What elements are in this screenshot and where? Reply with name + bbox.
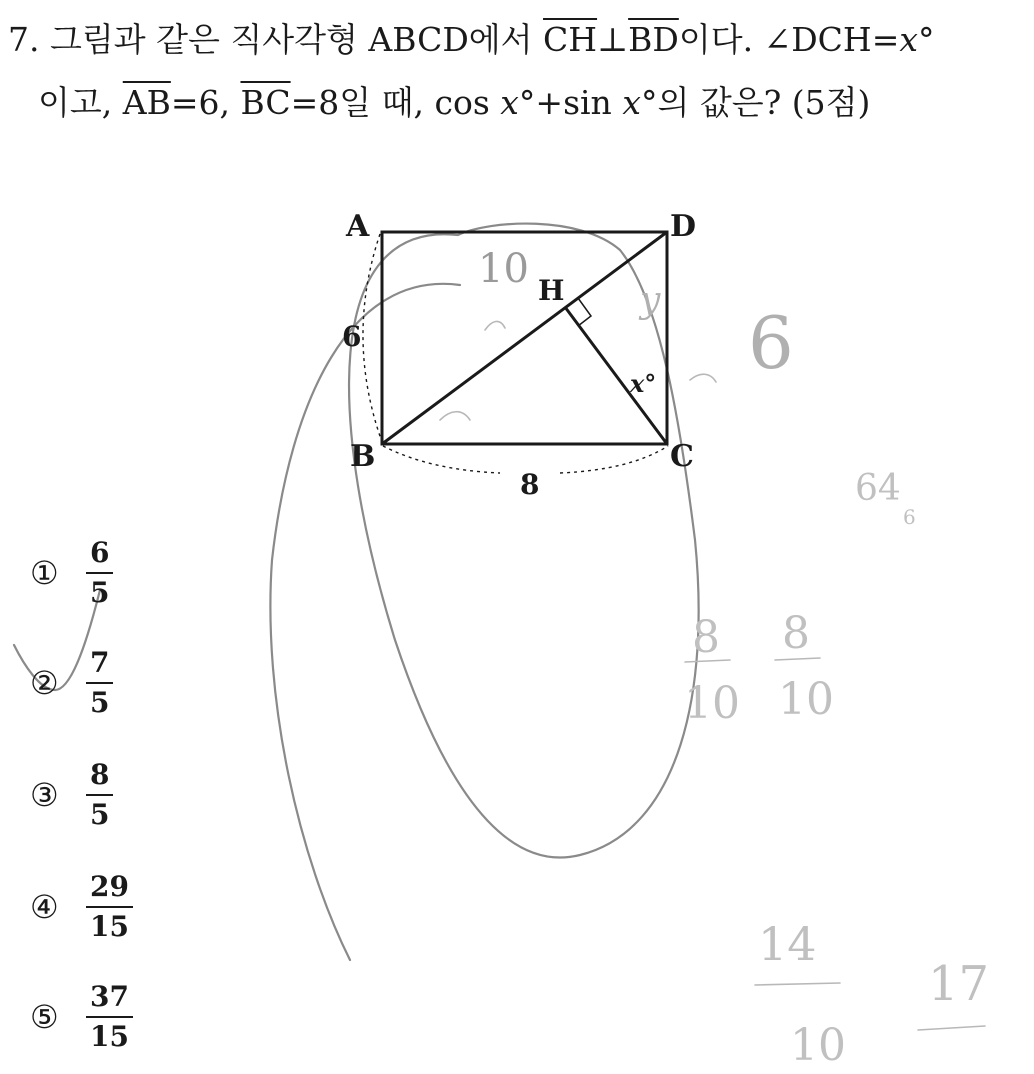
faint-squiggle: [485, 321, 505, 330]
choice-marker: ①: [30, 554, 59, 592]
choice-fraction: [86, 980, 133, 1054]
cos-text: cos: [434, 83, 490, 122]
label-d: D: [670, 209, 697, 244]
label-h: H: [538, 274, 565, 307]
segment-bc: $\overline{BC}$: [240, 83, 291, 122]
choice-fraction: [86, 870, 133, 944]
side-bc-length: 8: [520, 468, 540, 501]
right-angle-marker: [578, 298, 591, 326]
handwritten-frac1-den: 10: [684, 678, 740, 729]
choice-4[interactable]: [30, 862, 133, 952]
fraction-denominator: 15: [90, 1020, 129, 1053]
question-number: 7.: [8, 20, 40, 59]
handwritten-frac4-num: 17: [928, 956, 990, 1012]
degree-symbol: °: [918, 20, 935, 59]
label-b: B: [350, 439, 376, 474]
segment-ab: $\overline{AB}$: [122, 83, 171, 122]
side-ab-length: 6: [342, 320, 362, 353]
degree-symbol: °: [518, 83, 536, 122]
choice-fraction: [86, 758, 113, 832]
handwritten-6: 6: [748, 301, 794, 385]
faint-squiggle: [690, 374, 716, 382]
fraction-denominator: 5: [90, 798, 110, 831]
handwritten-frac3-den: 10: [790, 1020, 846, 1071]
faint-squiggle: [440, 412, 470, 420]
fraction-numerator: 8: [86, 758, 113, 796]
degree-symbol: °: [640, 83, 658, 122]
label-c: C: [670, 439, 694, 474]
choice-fraction: [86, 646, 113, 720]
choice-marker: ④: [30, 888, 59, 926]
bc-value: =8일 때,: [290, 83, 424, 122]
fraction-numerator: 29: [86, 870, 133, 908]
fraction-denominator: 5: [90, 576, 110, 609]
segment-bd: $\overline{BD}$: [628, 20, 679, 59]
handwritten-6-small: 6: [903, 505, 916, 529]
arc-bc: [383, 446, 500, 473]
segment-ch: $\overline{CH}$: [543, 20, 598, 59]
angle-x-label: x°: [630, 369, 657, 398]
handwritten-10: 10: [478, 246, 529, 292]
angle-expression: ∠DCH=: [763, 20, 900, 59]
handwritten-64: 64: [855, 468, 901, 509]
choice-2[interactable]: [30, 638, 113, 728]
choice-marker: ⑤: [30, 998, 59, 1036]
pencil-arc: [270, 284, 460, 960]
handwritten-y: y: [640, 280, 661, 321]
plus-sin-text: +sin: [535, 83, 612, 122]
handwritten-frac1-num: 8: [692, 612, 720, 663]
fraction-numerator: 7: [86, 646, 113, 684]
faint-fraction-bar: [918, 1026, 985, 1030]
handwritten-frac2-den: 10: [778, 674, 834, 725]
choice-marker: ②: [30, 664, 59, 702]
handwritten-frac2-num: 8: [782, 608, 810, 659]
handwritten-frac3-num: 14: [758, 917, 817, 971]
question-text-part: 이다.: [678, 20, 754, 59]
question-text-part: 이고,: [38, 83, 113, 122]
ab-value: =6,: [170, 83, 230, 122]
question-text-part: 의 값은? (5점): [657, 83, 871, 122]
variable-x: x: [622, 83, 641, 122]
fraction-numerator: 37: [86, 980, 133, 1018]
variable-x: x: [500, 83, 519, 122]
handwritten-notes: [478, 246, 989, 1071]
faint-annotations: [440, 321, 985, 1030]
fraction-denominator: 15: [90, 910, 129, 943]
arc-bc-right: [560, 446, 668, 473]
choice-marker: ③: [30, 776, 59, 814]
choice-fraction: [86, 536, 113, 610]
variable-x: x: [899, 20, 918, 59]
question-text-part: 그림과 같은 직사각형 ABCD에서: [50, 20, 533, 59]
fraction-numerator: 6: [86, 536, 113, 574]
fraction-denominator: 5: [90, 686, 110, 719]
label-a: A: [346, 209, 370, 244]
choice-3[interactable]: [30, 750, 113, 840]
choice-1[interactable]: [30, 528, 113, 618]
choice-5[interactable]: [30, 972, 133, 1062]
faint-fraction-bar: [755, 983, 840, 985]
perpendicular-symbol: ⊥: [597, 20, 629, 59]
